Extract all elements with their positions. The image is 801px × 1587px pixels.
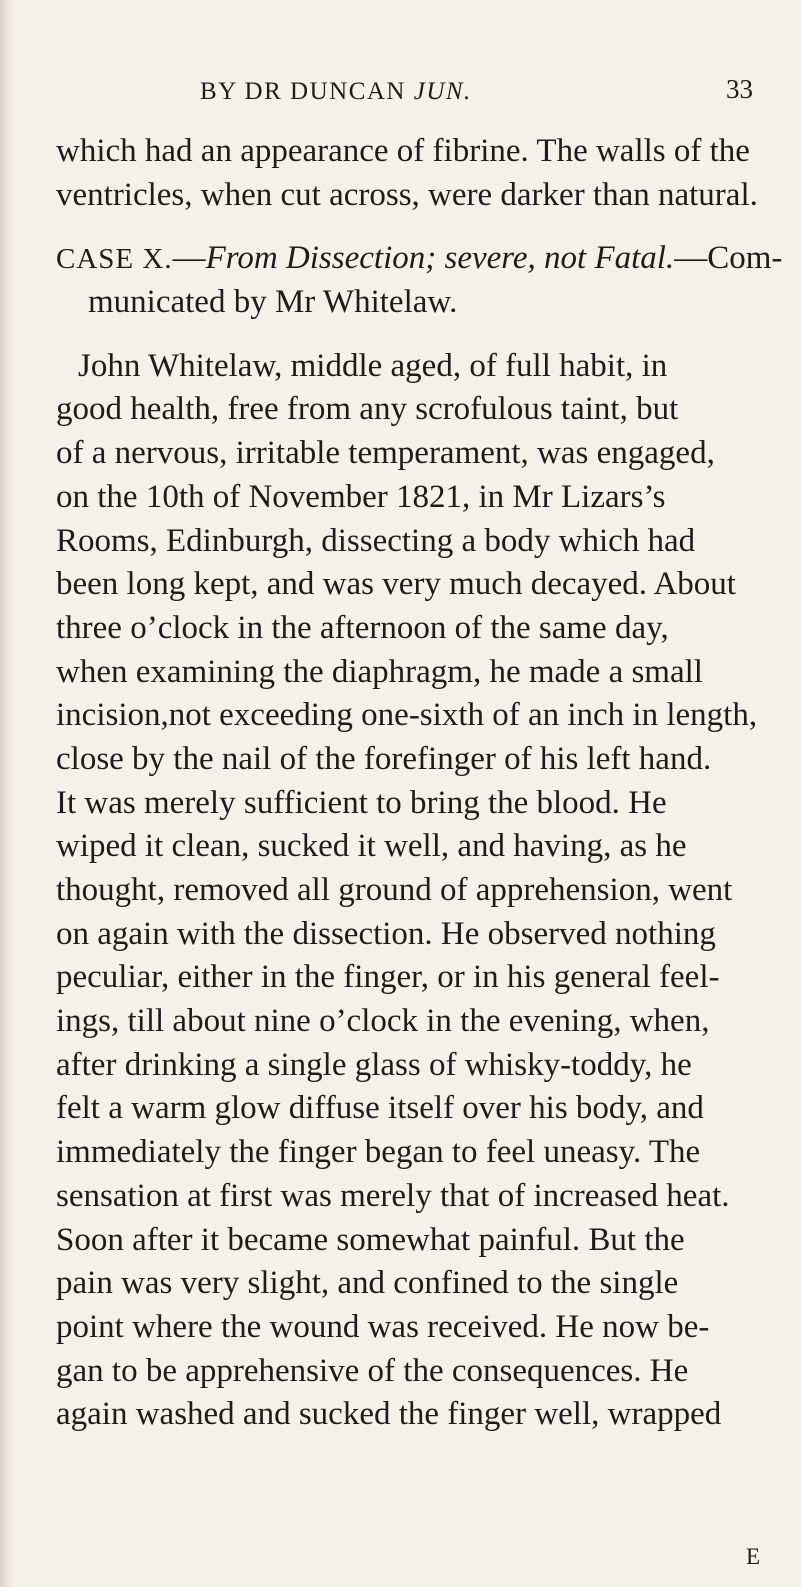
case-title-rest: —Com- (674, 240, 783, 277)
page-number: 33 (726, 74, 753, 104)
text-line: which had an appearance of fibrine. The walls of the (56, 133, 750, 169)
case-heading (56, 237, 783, 281)
text-line: of a nervous, irritable temperament, was engaged, (56, 435, 715, 472)
text-line: felt a warm glow diffuse itself over his body, and (56, 1090, 704, 1127)
text-line: been long kept, and was very much decayed. About (56, 566, 736, 603)
page-header (0, 74, 801, 118)
text-line: ventricles, when cut across, were darker than natural. (56, 176, 758, 213)
text-line: municated by Mr Whitelaw. (88, 284, 458, 321)
text-line: gan to be apprehensive of the consequences. He (56, 1352, 689, 1389)
page-binding-edge (0, 0, 14, 1587)
case-title: From Dissection; severe, not Fatal. (205, 240, 675, 277)
text-line: peculiar, either in the finger, or in his general feel- (56, 959, 720, 996)
text-line: John Whitelaw, middle aged, of full habit, in (78, 347, 668, 384)
text-line: after drinking a single glass of whisky-toddy, he (56, 1046, 692, 1083)
running-head-italic: JUN. (413, 78, 472, 105)
signature-mark: E (746, 1544, 761, 1569)
text-line: point where the wound was received. He now be- (56, 1308, 710, 1345)
case-label: CASE X. (56, 243, 173, 276)
text-line: when examining the diaphragm, he made a small (56, 653, 703, 690)
text-line: sensation at first was merely that of increased heat. (56, 1177, 730, 1214)
text-line: close by the nail of the forefinger of his left hand. (56, 740, 712, 777)
text-line: pain was very slight, and confined to the single (56, 1265, 679, 1302)
case-dash: — (172, 240, 206, 277)
text-line: incision,not exceeding one-sixth of an inch in length, (56, 697, 758, 734)
text-line: wiped it clean, sucked it well, and having, as he (56, 828, 687, 865)
paragraph-gap (56, 217, 776, 237)
text-line: Rooms, Edinburgh, dissecting a body which had (56, 522, 696, 559)
text-line: three o’clock in the afternoon of the same day, (56, 609, 669, 646)
running-head-prefix: BY DR DUNCAN (200, 78, 406, 105)
text-line: good health, free from any scrofulous taint, but (56, 391, 679, 428)
text-line: thought, removed all ground of apprehension, went (56, 872, 733, 908)
text-line: on the 10th of November 1821, in Mr Lizars’s (56, 478, 666, 515)
text-line: immediately the finger began to feel uneasy. The (56, 1134, 701, 1171)
body-text (56, 130, 783, 1437)
text-line: ings, till about nine o’clock in the evening, when, (56, 1003, 710, 1040)
text-line: on again with the dissection. He observed nothing (56, 915, 716, 952)
text-line: It was merely sufficient to bring the blood. He (56, 784, 667, 821)
text-line: again washed and sucked the finger well, wrapped (56, 1396, 722, 1433)
running-head (200, 78, 472, 106)
paragraph-gap (56, 325, 776, 345)
text-line: Soon after it became somewhat painful. But the (56, 1221, 685, 1258)
